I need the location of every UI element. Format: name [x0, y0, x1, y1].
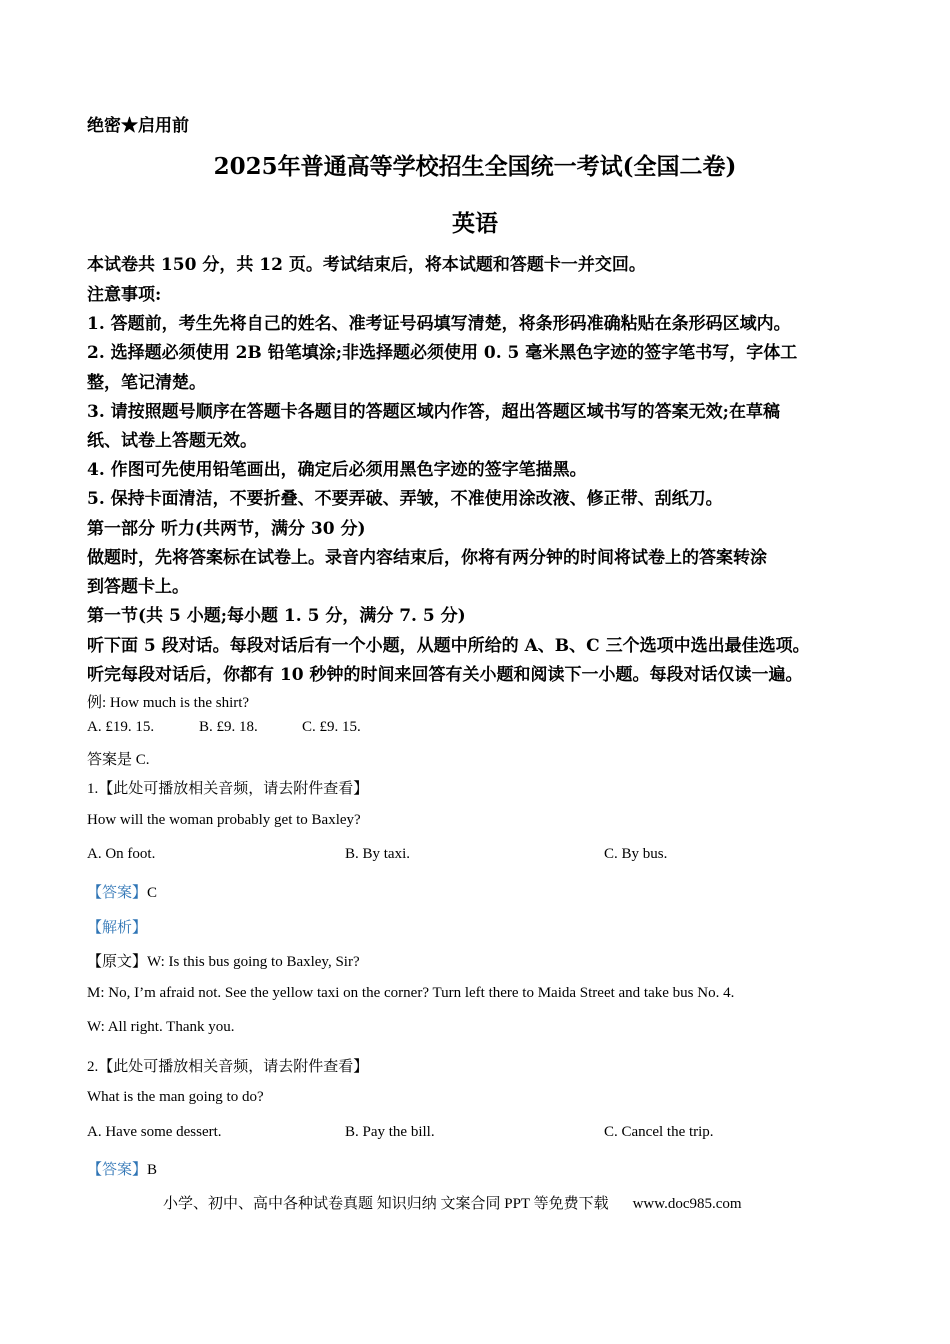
- part1-desc-line-1: 做题时，先将答案标在试卷上。录音内容结束后，你将有两分钟的时间将试卷上的答案转涂: [87, 548, 767, 568]
- section1-heading: 第一节(共 5 小题;每小题 1. 5 分，满分 7. 5 分): [87, 606, 466, 626]
- q1-answer-label: 【答案】: [87, 885, 148, 901]
- q1-option-c: C. By bus.: [604, 846, 668, 862]
- q1-answer-value: C: [147, 885, 158, 901]
- note-5: 5. 保持卡面清洁，不要折叠、不要弄破、弄皱，不准使用涂改液、修正带、刮纸刀。: [87, 489, 723, 509]
- note-3-line-1: 3. 请按照题号顺序在答题卡各题目的答题区域内作答，超出答题区域书写的答案无效;在草稿: [87, 402, 780, 422]
- note-1: 1. 答题前，考生先将自己的姓名、准考证号码填写清楚，将条形码准确粘贴在条形码区域内。: [87, 314, 791, 334]
- note-4: 4. 作图可先使用铅笔画出，确定后必须用黑色字迹的签字笔描黑。: [87, 460, 587, 480]
- footer-url[interactable]: www.doc985.com: [632, 1196, 742, 1212]
- q1-question: How will the woman probably get to Baxley?: [87, 812, 361, 828]
- notes-heading: 注意事项:: [87, 285, 162, 305]
- example-option-c: C. £9. 15.: [302, 719, 361, 735]
- part1-desc-line-2: 到答题卡上。: [87, 577, 189, 597]
- q1-answer: [87, 881, 157, 902]
- section1-desc-line-1: 听下面 5 段对话。每段对话后有一个小题，从题中所给的 A、B、C 三个选项中选出最佳选项。: [87, 636, 810, 656]
- q1-transcript-line-1: 【原文】W: Is this bus going to Baxley, Sir?: [87, 954, 360, 970]
- q1-analysis-label: 【解析】: [87, 920, 148, 936]
- q2-question: What is the man going to do?: [87, 1089, 264, 1105]
- section1-desc-line-2: 听完每段对话后，你都有 10 秒钟的时间来回答有关小题和阅读下一小题。每段对话仅读一遍。: [87, 665, 803, 685]
- note-2-line-2: 整，笔记清楚。: [87, 373, 206, 393]
- q2-option-c: C. Cancel the trip.: [604, 1124, 714, 1140]
- part1-heading: 第一部分 听力(共两节，满分 30 分): [87, 519, 366, 539]
- confidential-mark: 绝密★启用前: [87, 116, 189, 136]
- q2-audio-note: 2.【此处可播放相关音频，请去附件查看】: [87, 1059, 369, 1075]
- exam-intro: 本试卷共 150 分，共 12 页。考试结束后，将本试题和答题卡一并交回。: [87, 255, 646, 275]
- q2-answer-value: B: [147, 1162, 158, 1178]
- footer-text: 小学、初中、高中各种试卷真题 知识归纳 文案合同 PPT 等免费下载: [163, 1196, 609, 1212]
- note-2-line-1: 2. 选择题必须使用 2B 铅笔填涂;非选择题必须使用 0. 5 毫米黑色字迹的签字笔书写，字体工: [87, 343, 798, 363]
- note-3-line-2: 纸、试卷上答题无效。: [87, 431, 257, 451]
- q1-option-b: B. By taxi.: [345, 846, 411, 862]
- q2-answer-label: 【答案】: [87, 1162, 148, 1178]
- q2-option-a: A. Have some dessert.: [87, 1124, 222, 1140]
- q1-option-a: A. On foot.: [87, 846, 156, 862]
- subject-title: 英语: [452, 210, 498, 237]
- q2-answer: [87, 1158, 157, 1179]
- page-footer: [163, 1192, 742, 1213]
- exam-title: 2025年普通高等学校招生全国统一考试(全国二卷): [213, 153, 737, 180]
- q2-option-b: B. Pay the bill.: [345, 1124, 435, 1140]
- example-question: 例: How much is the shirt?: [87, 695, 250, 711]
- example-answer: 答案是 C.: [87, 752, 150, 768]
- q1-transcript-line-3: W: All right. Thank you.: [87, 1019, 235, 1035]
- example-option-a: A. £19. 15.: [87, 719, 155, 735]
- q1-audio-note: 1.【此处可播放相关音频，请去附件查看】: [87, 781, 369, 797]
- example-option-b: B. £9. 18.: [199, 719, 258, 735]
- q1-transcript-line-2: M: No, I’m afraid not. See the yellow taxi on the corner? Turn left there to Maida Street and take bus No. 4.: [87, 985, 735, 1001]
